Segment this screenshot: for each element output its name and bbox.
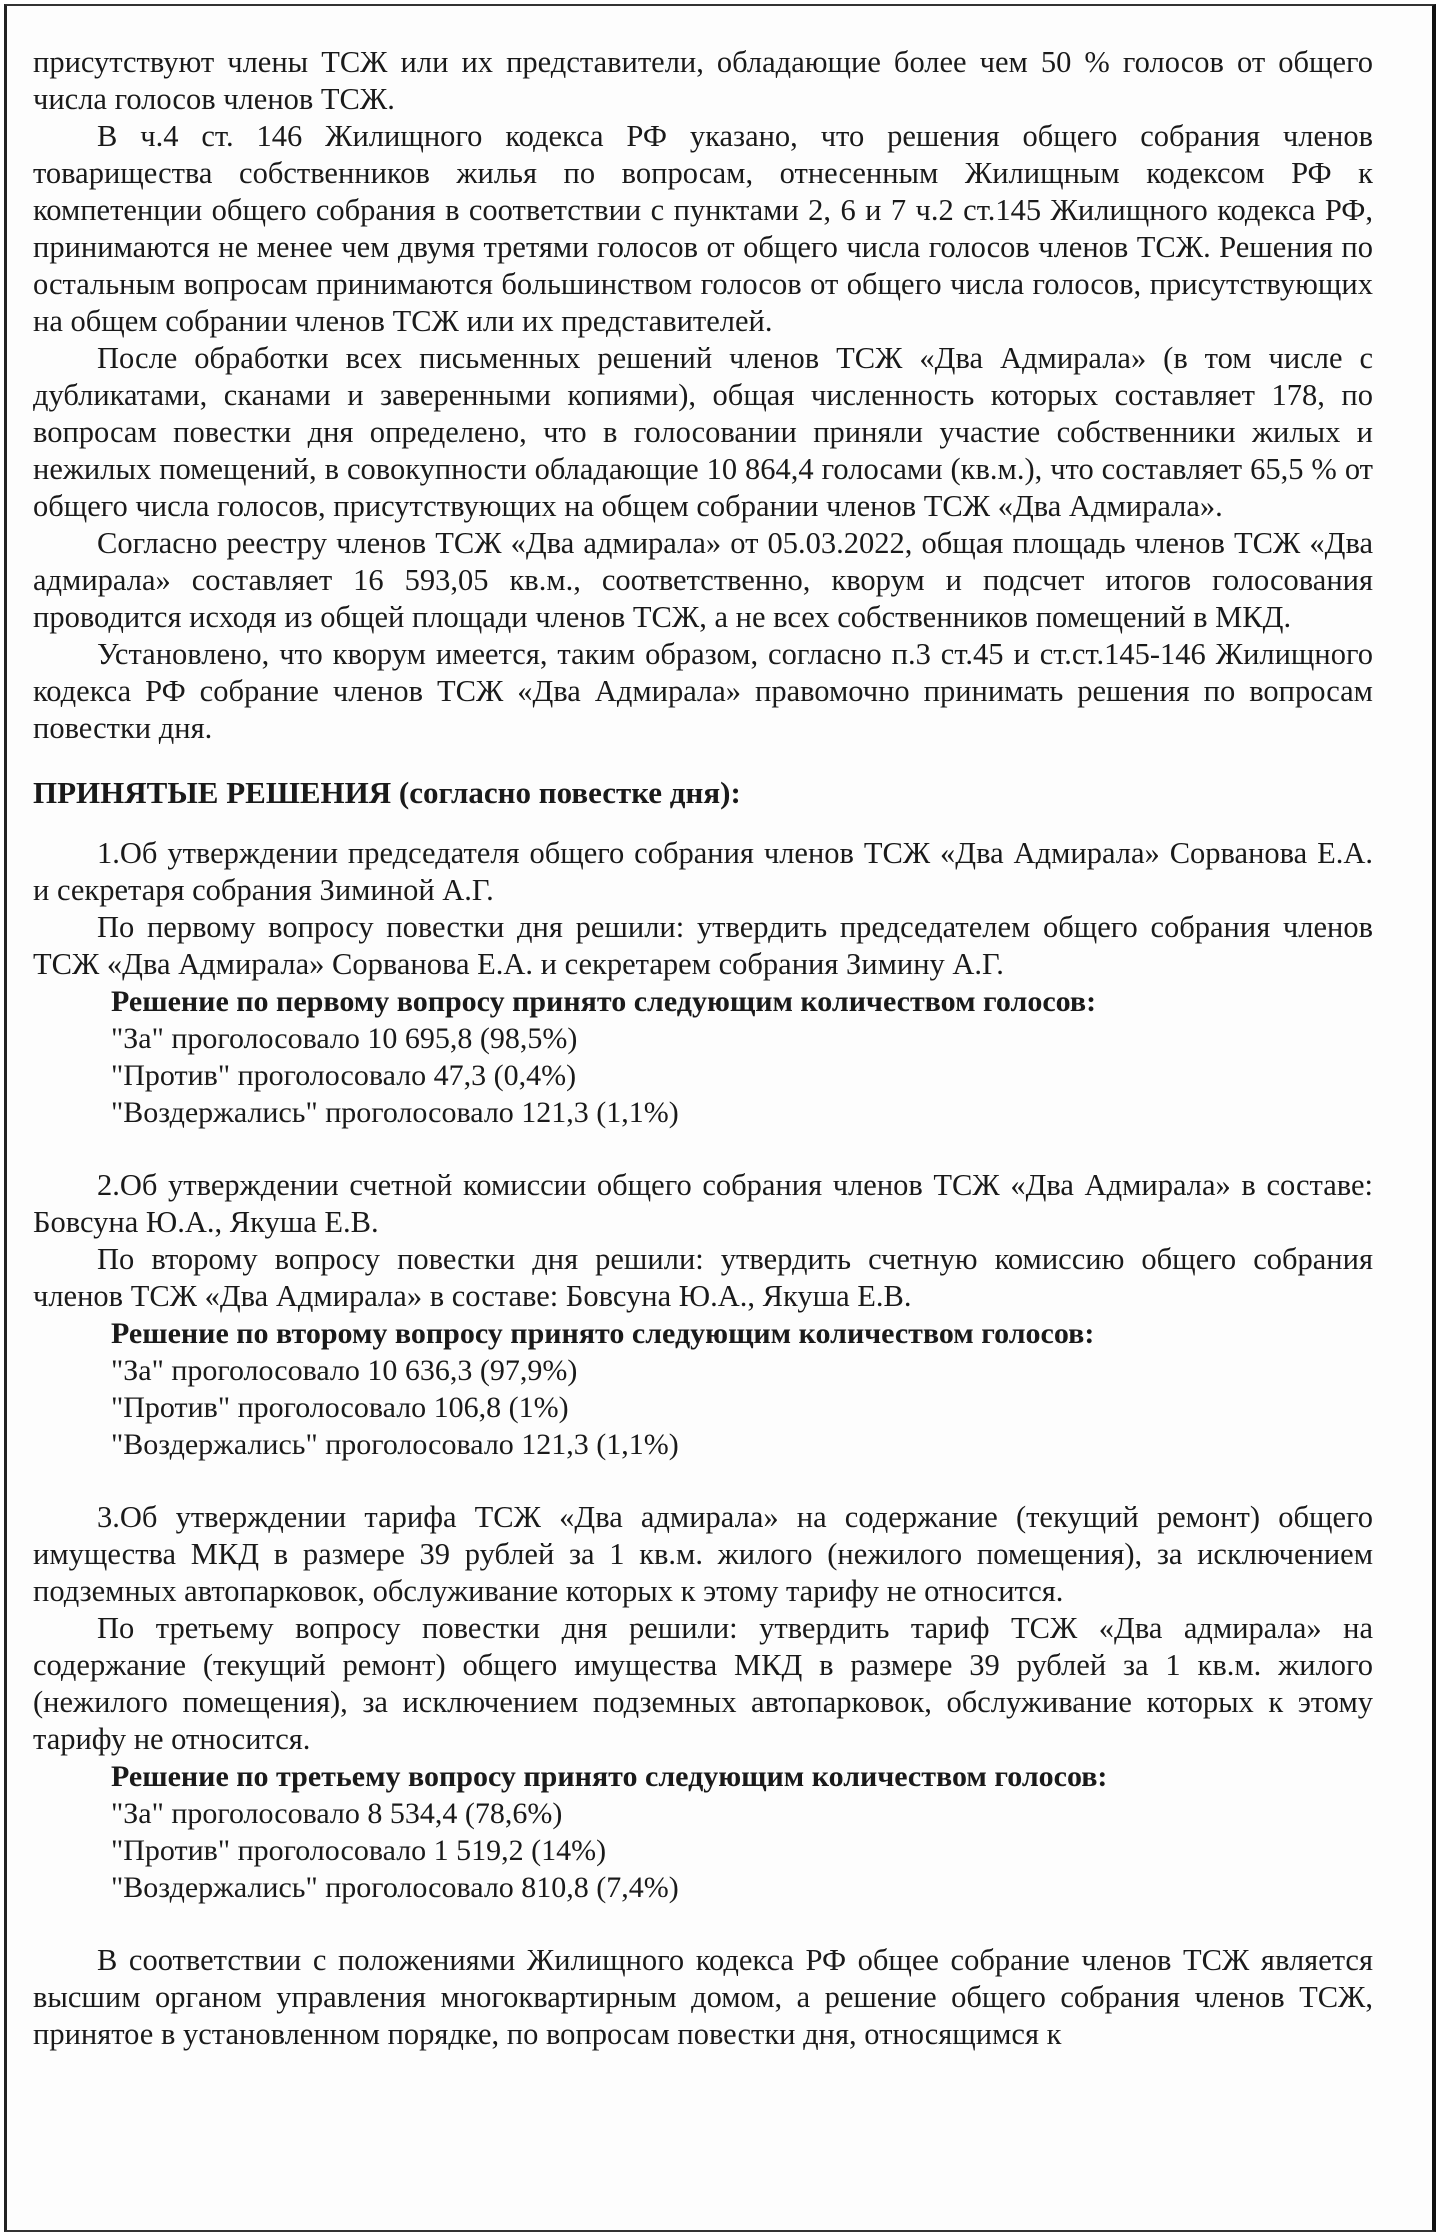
item-title: 1.Об утверждении председателя общего собрания членов ТСЖ «Два Адмирала» Сорванова Е.А. и секретаря собрания Зиминой А.Г. bbox=[33, 836, 1373, 907]
document-body bbox=[33, 44, 1373, 2053]
vote-abstain: "Воздержались" проголосовало 121,3 (1,1%) bbox=[111, 1428, 679, 1461]
vote-for: "За" проголосовало 10 636,3 (97,9%) bbox=[111, 1354, 578, 1387]
vote-abstain: "Воздержались" проголосовало 810,8 (7,4%) bbox=[111, 1871, 679, 1904]
item-resolution: По второму вопросу повестки дня решили: утвердить счетную комиссию общего собрания членов ТСЖ «Два Адмирала» в составе: Бовсуна Ю.А., Якуша Е.В. bbox=[33, 1242, 1373, 1313]
vote-against: "Против" проголосовало 106,8 (1%) bbox=[111, 1391, 569, 1424]
spacer bbox=[33, 1463, 1373, 1499]
spacer bbox=[33, 1906, 1373, 1942]
vote-against: "Против" проголосовало 1 519,2 (14%) bbox=[111, 1834, 607, 1867]
agenda-item-2 bbox=[33, 1167, 1373, 1463]
agenda-item-1 bbox=[33, 835, 1373, 1131]
item-title: 2.Об утверждении счетной комиссии общего собрания членов ТСЖ «Два Адмирала» в составе: Бовсуна Ю.А., Якуша Е.В. bbox=[33, 1168, 1373, 1239]
intro-paragraph-3: После обработки всех письменных решений членов ТСЖ «Два Адмирала» (в том числе с дубликатами, сканами и заверенными копиями), общая численность которых составляет 178, по вопросам повестки дня определено, что в голосовании приняли участие собственники жилых и нежилых помещений, в совокупности обладающие 10 864,4 голосами (кв.м.), что составляет 65,5 % от общего числа голосов, присутствующих на общем собрании членов ТСЖ «Два Адмирала». bbox=[33, 341, 1373, 523]
vote-abstain: "Воздержались" проголосовало 121,3 (1,1%) bbox=[111, 1096, 679, 1129]
agenda-item-3 bbox=[33, 1499, 1373, 1906]
item-resolution: По первому вопросу повестки дня решили: утвердить председателем общего собрания членов ТСЖ «Два Адмирала» Сорванова Е.А. и секретарем собрания Зимину А.Г. bbox=[33, 910, 1373, 981]
intro-paragraph-2: В ч.4 ст. 146 Жилищного кодекса РФ указано, что решения общего собрания членов товарищества собственников жилья по вопросам, отнесенным Жилищным кодексом РФ к компетенции общего собрания в соответствии с пунктами 2, 6 и 7 ч.2 ст.145 Жилищного кодекса РФ, принимаются не менее чем двумя третями голосов от общего числа голосов членов ТСЖ. Решения по остальным вопросам принимаются большинством голосов от общего числа голосов, присутствующих на общем собрании членов ТСЖ или их представителей. bbox=[33, 119, 1373, 338]
vote-for: "За" проголосовало 10 695,8 (98,5%) bbox=[111, 1022, 578, 1055]
intro-paragraph-4: Согласно реестру членов ТСЖ «Два адмирала» от 05.03.2022, общая площадь членов ТСЖ «Два адмирала» составляет 16 593,05 кв.м., соответственно, кворум и подсчет итогов голосования проводится исходя из общей площади членов ТСЖ, а не всех собственников помещений в МКД. bbox=[33, 526, 1373, 634]
decision-heading: Решение по второму вопросу принято следующим количеством голосов: bbox=[111, 1317, 1095, 1350]
intro-paragraph-1: присутствуют члены ТСЖ или их представители, обладающие более чем 50 % голосов от общего числа голосов членов ТСЖ. bbox=[33, 45, 1373, 116]
document-page bbox=[4, 4, 1436, 2232]
spacer bbox=[33, 1131, 1373, 1167]
vote-against: "Против" проголосовало 47,3 (0,4%) bbox=[111, 1059, 577, 1092]
section-title: ПРИНЯТЫЕ РЕШЕНИЯ (согласно повестке дня): bbox=[33, 775, 741, 810]
decision-heading: Решение по третьему вопросу принято следующим количеством голосов: bbox=[111, 1760, 1108, 1793]
item-title: 3.Об утверждении тарифа ТСЖ «Два адмирала» на содержание (текущий ремонт) общего имущества МКД в размере 39 рублей за 1 кв.м. жилого (нежилого помещения), за исключением подземных автопарковок, обслуживание которых к этому тарифу не относится. bbox=[33, 1500, 1373, 1608]
closing-paragraph: В соответствии с положениями Жилищного кодекса РФ общее собрание членов ТСЖ является высшим органом управления многоквартирным домом, а решение общего собрания членов ТСЖ, принятое в установленном порядке, по вопросам повестки дня, относящимся к bbox=[33, 1943, 1373, 2051]
vote-for: "За" проголосовало 8 534,4 (78,6%) bbox=[111, 1797, 563, 1830]
intro-paragraph-5: Установлено, что кворум имеется, таким образом, согласно п.3 ст.45 и ст.ст.145-146 Жилищного кодекса РФ собрание членов ТСЖ «Два Адмирала» правомочно принимать решения по вопросам повестки дня. bbox=[33, 637, 1373, 745]
item-resolution: По третьему вопросу повестки дня решили: утвердить тариф ТСЖ «Два адмирала» на содержание (текущий ремонт) общего имущества МКД в размере 39 рублей за 1 кв.м. жилого (нежилого помещения), за исключением подземных автопарковок, обслуживание которых к этому тарифу не относится. bbox=[33, 1611, 1373, 1756]
decision-heading: Решение по первому вопросу принято следующим количеством голосов: bbox=[111, 985, 1097, 1018]
